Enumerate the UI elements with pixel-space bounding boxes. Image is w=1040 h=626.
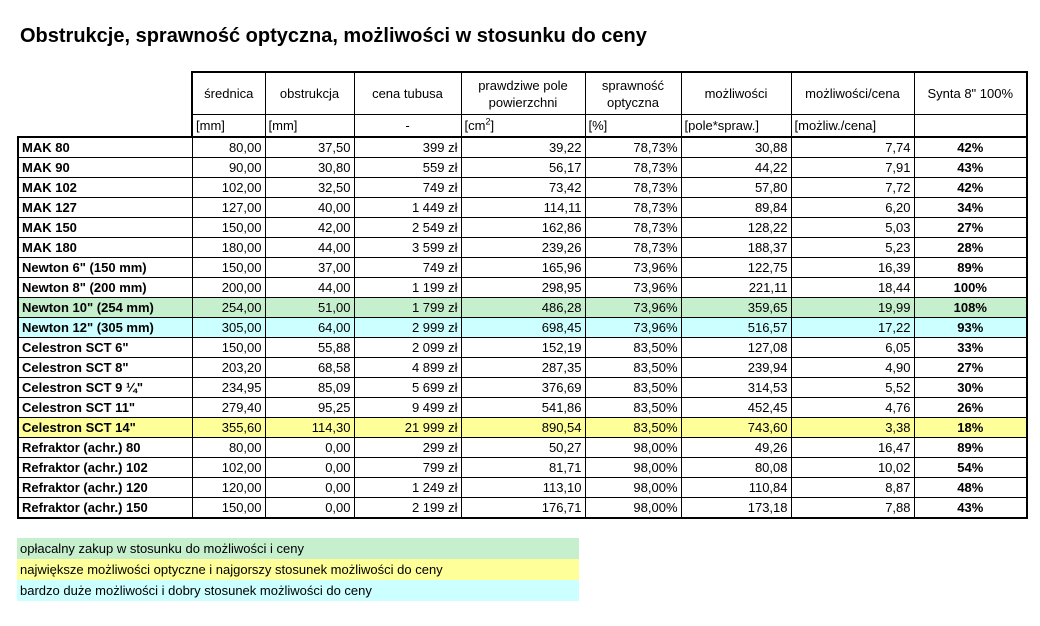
cell-mozliwosci-cena: 19,99 <box>791 298 914 318</box>
col-header-synta: Synta 8" 100% <box>914 72 1027 115</box>
cell-pole: 114,11 <box>461 198 585 218</box>
cell-cena: 399 zł <box>354 137 461 158</box>
cell-cena: 9 499 zł <box>354 398 461 418</box>
cell-srednica: 90,00 <box>192 158 265 178</box>
cell-mozliwosci: 57,80 <box>681 178 791 198</box>
cell-cena: 1 199 zł <box>354 278 461 298</box>
cell-sprawnosc: 83,50% <box>585 398 681 418</box>
cell-pole: 890,54 <box>461 418 585 438</box>
unit-srednica: [mm] <box>192 115 265 138</box>
cell-pole: 287,35 <box>461 358 585 378</box>
cell-mozliwosci: 122,75 <box>681 258 791 278</box>
table-row <box>18 278 1027 298</box>
cell-sprawnosc: 83,50% <box>585 378 681 398</box>
cell-sprawnosc: 78,73% <box>585 218 681 238</box>
col-header-srednica: średnica <box>192 72 265 115</box>
unit-pole-close: ] <box>490 118 495 133</box>
cell-pole: 298,95 <box>461 278 585 298</box>
cell-synta: 28% <box>914 238 1027 258</box>
cell-cena: 749 zł <box>354 178 461 198</box>
table-row <box>18 258 1027 278</box>
cell-synta: 34% <box>914 198 1027 218</box>
cell-sprawnosc: 73,96% <box>585 258 681 278</box>
row-name: Newton 6" (150 mm) <box>18 258 192 278</box>
cell-synta: 100% <box>914 278 1027 298</box>
cell-srednica: 200,00 <box>192 278 265 298</box>
units-row <box>18 115 1027 138</box>
col-header-obstrukcja: obstrukcja <box>265 72 354 115</box>
cell-pole: 176,71 <box>461 498 585 519</box>
cell-mozliwosci-cena: 17,22 <box>791 318 914 338</box>
cell-synta: 89% <box>914 438 1027 458</box>
cell-cena: 21 999 zł <box>354 418 461 438</box>
cell-srednica: 150,00 <box>192 258 265 278</box>
cell-synta: 42% <box>914 137 1027 158</box>
cell-obstrukcja: 51,00 <box>265 298 354 318</box>
unit-mozliwosci-cena: [możliw./cena] <box>791 115 914 138</box>
table-row <box>18 218 1027 238</box>
cell-mozliwosci-cena: 4,90 <box>791 358 914 378</box>
cell-srednica: 102,00 <box>192 178 265 198</box>
cell-cena: 2 549 zł <box>354 218 461 238</box>
cell-mozliwosci-cena: 7,88 <box>791 498 914 519</box>
cell-srednica: 254,00 <box>192 298 265 318</box>
cell-sprawnosc: 78,73% <box>585 178 681 198</box>
cell-synta: 42% <box>914 178 1027 198</box>
cell-mozliwosci-cena: 5,52 <box>791 378 914 398</box>
cell-srednica: 150,00 <box>192 338 265 358</box>
cell-mozliwosci: 359,65 <box>681 298 791 318</box>
row-name: Celestron SCT 14" <box>18 418 192 438</box>
cell-mozliwosci: 452,45 <box>681 398 791 418</box>
cell-cena: 799 zł <box>354 458 461 478</box>
cell-mozliwosci-cena: 10,02 <box>791 458 914 478</box>
cell-mozliwosci: 89,84 <box>681 198 791 218</box>
cell-pole: 39,22 <box>461 137 585 158</box>
row-name: Refraktor (achr.) 120 <box>18 478 192 498</box>
unit-cena: - <box>354 115 461 138</box>
table-row <box>18 178 1027 198</box>
header-corner <box>18 72 192 115</box>
cell-sprawnosc: 73,96% <box>585 278 681 298</box>
cell-sprawnosc: 98,00% <box>585 438 681 458</box>
unit-pole <box>461 115 585 138</box>
unit-obstrukcja: [mm] <box>265 115 354 138</box>
cell-synta: 48% <box>914 478 1027 498</box>
cell-srednica: 234,95 <box>192 378 265 398</box>
cell-cena: 559 zł <box>354 158 461 178</box>
cell-cena: 2 999 zł <box>354 318 461 338</box>
cell-obstrukcja: 30,80 <box>265 158 354 178</box>
cell-sprawnosc: 73,96% <box>585 318 681 338</box>
telescope-table <box>17 71 1028 519</box>
cell-pole: 152,19 <box>461 338 585 358</box>
cell-obstrukcja: 0,00 <box>265 458 354 478</box>
cell-mozliwosci: 314,53 <box>681 378 791 398</box>
cell-obstrukcja: 95,25 <box>265 398 354 418</box>
cell-mozliwosci: 743,60 <box>681 418 791 438</box>
table-row <box>18 498 1027 519</box>
cell-pole: 162,86 <box>461 218 585 238</box>
page-title: Obstrukcje, sprawność optyczna, możliwości w stosunku do ceny <box>20 25 647 47</box>
cell-synta: 27% <box>914 358 1027 378</box>
row-name: MAK 127 <box>18 198 192 218</box>
cell-pole: 73,42 <box>461 178 585 198</box>
cell-mozliwosci-cena: 7,91 <box>791 158 914 178</box>
cell-obstrukcja: 37,50 <box>265 137 354 158</box>
cell-mozliwosci-cena: 6,20 <box>791 198 914 218</box>
cell-cena: 1 799 zł <box>354 298 461 318</box>
cell-mozliwosci: 221,11 <box>681 278 791 298</box>
cell-cena: 4 899 zł <box>354 358 461 378</box>
cell-mozliwosci: 110,84 <box>681 478 791 498</box>
cell-synta: 33% <box>914 338 1027 358</box>
cell-pole: 165,96 <box>461 258 585 278</box>
cell-srednica: 305,00 <box>192 318 265 338</box>
row-name: MAK 102 <box>18 178 192 198</box>
cell-mozliwosci-cena: 5,03 <box>791 218 914 238</box>
cell-mozliwosci: 80,08 <box>681 458 791 478</box>
cell-cena: 2 099 zł <box>354 338 461 358</box>
col-header-pole: prawdziwe pole powierzchni <box>461 72 585 115</box>
table-row <box>18 318 1027 338</box>
cell-pole: 56,17 <box>461 158 585 178</box>
table-row <box>18 398 1027 418</box>
row-name: MAK 80 <box>18 137 192 158</box>
cell-sprawnosc: 83,50% <box>585 338 681 358</box>
header-row <box>18 72 1027 115</box>
row-name: MAK 90 <box>18 158 192 178</box>
cell-obstrukcja: 37,00 <box>265 258 354 278</box>
table-row <box>18 137 1027 158</box>
legend <box>17 538 579 601</box>
cell-mozliwosci-cena: 18,44 <box>791 278 914 298</box>
unit-sprawnosc: [%] <box>585 115 681 138</box>
row-name: Celestron SCT 9 ¼" <box>18 378 192 398</box>
cell-srednica: 203,20 <box>192 358 265 378</box>
cell-mozliwosci: 173,18 <box>681 498 791 519</box>
cell-synta: 43% <box>914 498 1027 519</box>
cell-cena: 299 zł <box>354 438 461 458</box>
cell-obstrukcja: 55,88 <box>265 338 354 358</box>
cell-mozliwosci: 30,88 <box>681 137 791 158</box>
cell-cena: 5 699 zł <box>354 378 461 398</box>
unit-pole-base: [cm <box>464 118 486 133</box>
cell-mozliwosci: 128,22 <box>681 218 791 238</box>
cell-synta: 43% <box>914 158 1027 178</box>
cell-cena: 2 199 zł <box>354 498 461 519</box>
cell-srednica: 355,60 <box>192 418 265 438</box>
cell-srednica: 80,00 <box>192 137 265 158</box>
cell-sprawnosc: 98,00% <box>585 498 681 519</box>
row-name: MAK 180 <box>18 238 192 258</box>
cell-synta: 93% <box>914 318 1027 338</box>
cell-pole: 239,26 <box>461 238 585 258</box>
cell-pole: 541,86 <box>461 398 585 418</box>
row-name: Celestron SCT 11" <box>18 398 192 418</box>
cell-synta: 27% <box>914 218 1027 238</box>
cell-synta: 108% <box>914 298 1027 318</box>
row-name: Refraktor (achr.) 150 <box>18 498 192 519</box>
cell-pole: 698,45 <box>461 318 585 338</box>
table-row <box>18 418 1027 438</box>
cell-srednica: 120,00 <box>192 478 265 498</box>
table-row <box>18 158 1027 178</box>
cell-mozliwosci-cena: 4,76 <box>791 398 914 418</box>
cell-sprawnosc: 78,73% <box>585 238 681 258</box>
table-row <box>18 438 1027 458</box>
cell-obstrukcja: 68,58 <box>265 358 354 378</box>
col-header-cena: cena tubusa <box>354 72 461 115</box>
cell-mozliwosci: 239,94 <box>681 358 791 378</box>
table-body <box>18 137 1027 518</box>
cell-synta: 18% <box>914 418 1027 438</box>
cell-obstrukcja: 64,00 <box>265 318 354 338</box>
table-row <box>18 298 1027 318</box>
row-name: Refraktor (achr.) 80 <box>18 438 192 458</box>
cell-sprawnosc: 83,50% <box>585 358 681 378</box>
table-row <box>18 458 1027 478</box>
row-name: Newton 8" (200 mm) <box>18 278 192 298</box>
cell-pole: 50,27 <box>461 438 585 458</box>
cell-mozliwosci-cena: 3,38 <box>791 418 914 438</box>
col-header-mozliwosci: możliwości <box>681 72 791 115</box>
table-row <box>18 338 1027 358</box>
cell-cena: 1 249 zł <box>354 478 461 498</box>
cell-mozliwosci: 44,22 <box>681 158 791 178</box>
cell-obstrukcja: 0,00 <box>265 438 354 458</box>
cell-sprawnosc: 98,00% <box>585 478 681 498</box>
cell-pole: 486,28 <box>461 298 585 318</box>
row-name: Refraktor (achr.) 102 <box>18 458 192 478</box>
cell-pole: 376,69 <box>461 378 585 398</box>
table-row <box>18 358 1027 378</box>
units-corner <box>18 115 192 138</box>
cell-obstrukcja: 44,00 <box>265 278 354 298</box>
cell-mozliwosci: 516,57 <box>681 318 791 338</box>
cell-cena: 749 zł <box>354 258 461 278</box>
cell-synta: 26% <box>914 398 1027 418</box>
col-header-sprawnosc: sprawność optyczna <box>585 72 681 115</box>
legend-item-cyan: bardzo duże możliwości i dobry stosunek możliwości do ceny <box>17 580 579 601</box>
cell-mozliwosci-cena: 5,23 <box>791 238 914 258</box>
cell-sprawnosc: 98,00% <box>585 458 681 478</box>
row-name: Celestron SCT 8" <box>18 358 192 378</box>
unit-synta <box>914 115 1027 138</box>
cell-sprawnosc: 73,96% <box>585 298 681 318</box>
cell-sprawnosc: 78,73% <box>585 137 681 158</box>
cell-sprawnosc: 83,50% <box>585 418 681 438</box>
cell-mozliwosci-cena: 6,05 <box>791 338 914 358</box>
cell-mozliwosci: 49,26 <box>681 438 791 458</box>
table-row <box>18 198 1027 218</box>
cell-mozliwosci: 127,08 <box>681 338 791 358</box>
cell-obstrukcja: 85,09 <box>265 378 354 398</box>
cell-srednica: 102,00 <box>192 458 265 478</box>
cell-srednica: 127,00 <box>192 198 265 218</box>
cell-cena: 1 449 zł <box>354 198 461 218</box>
row-name: Newton 10" (254 mm) <box>18 298 192 318</box>
cell-synta: 89% <box>914 258 1027 278</box>
cell-sprawnosc: 78,73% <box>585 198 681 218</box>
cell-srednica: 150,00 <box>192 218 265 238</box>
table-row <box>18 238 1027 258</box>
cell-pole: 81,71 <box>461 458 585 478</box>
cell-obstrukcja: 44,00 <box>265 238 354 258</box>
cell-mozliwosci-cena: 7,74 <box>791 137 914 158</box>
cell-srednica: 80,00 <box>192 438 265 458</box>
cell-obstrukcja: 114,30 <box>265 418 354 438</box>
table-row <box>18 378 1027 398</box>
cell-srednica: 150,00 <box>192 498 265 519</box>
cell-srednica: 279,40 <box>192 398 265 418</box>
col-header-mozliwosci-cena: możliwości/cena <box>791 72 914 115</box>
cell-mozliwosci-cena: 16,47 <box>791 438 914 458</box>
row-name: MAK 150 <box>18 218 192 238</box>
cell-pole: 113,10 <box>461 478 585 498</box>
legend-item-yellow: największe możliwości optyczne i najgorszy stosunek możliwości do ceny <box>17 559 579 580</box>
cell-sprawnosc: 78,73% <box>585 158 681 178</box>
cell-obstrukcja: 32,50 <box>265 178 354 198</box>
cell-srednica: 180,00 <box>192 238 265 258</box>
cell-mozliwosci-cena: 7,72 <box>791 178 914 198</box>
legend-item-green: opłacalny zakup w stosunku do możliwości i ceny <box>17 538 579 559</box>
table-row <box>18 478 1027 498</box>
cell-obstrukcja: 40,00 <box>265 198 354 218</box>
unit-pole-sup: 2 <box>485 116 491 127</box>
cell-mozliwosci-cena: 8,87 <box>791 478 914 498</box>
cell-mozliwosci-cena: 16,39 <box>791 258 914 278</box>
row-name: Celestron SCT 6" <box>18 338 192 358</box>
cell-obstrukcja: 0,00 <box>265 478 354 498</box>
cell-mozliwosci: 188,37 <box>681 238 791 258</box>
unit-mozliwosci: [pole*spraw.] <box>681 115 791 138</box>
cell-obstrukcja: 0,00 <box>265 498 354 519</box>
cell-synta: 30% <box>914 378 1027 398</box>
cell-synta: 54% <box>914 458 1027 478</box>
row-name: Newton 12" (305 mm) <box>18 318 192 338</box>
cell-obstrukcja: 42,00 <box>265 218 354 238</box>
cell-cena: 3 599 zł <box>354 238 461 258</box>
